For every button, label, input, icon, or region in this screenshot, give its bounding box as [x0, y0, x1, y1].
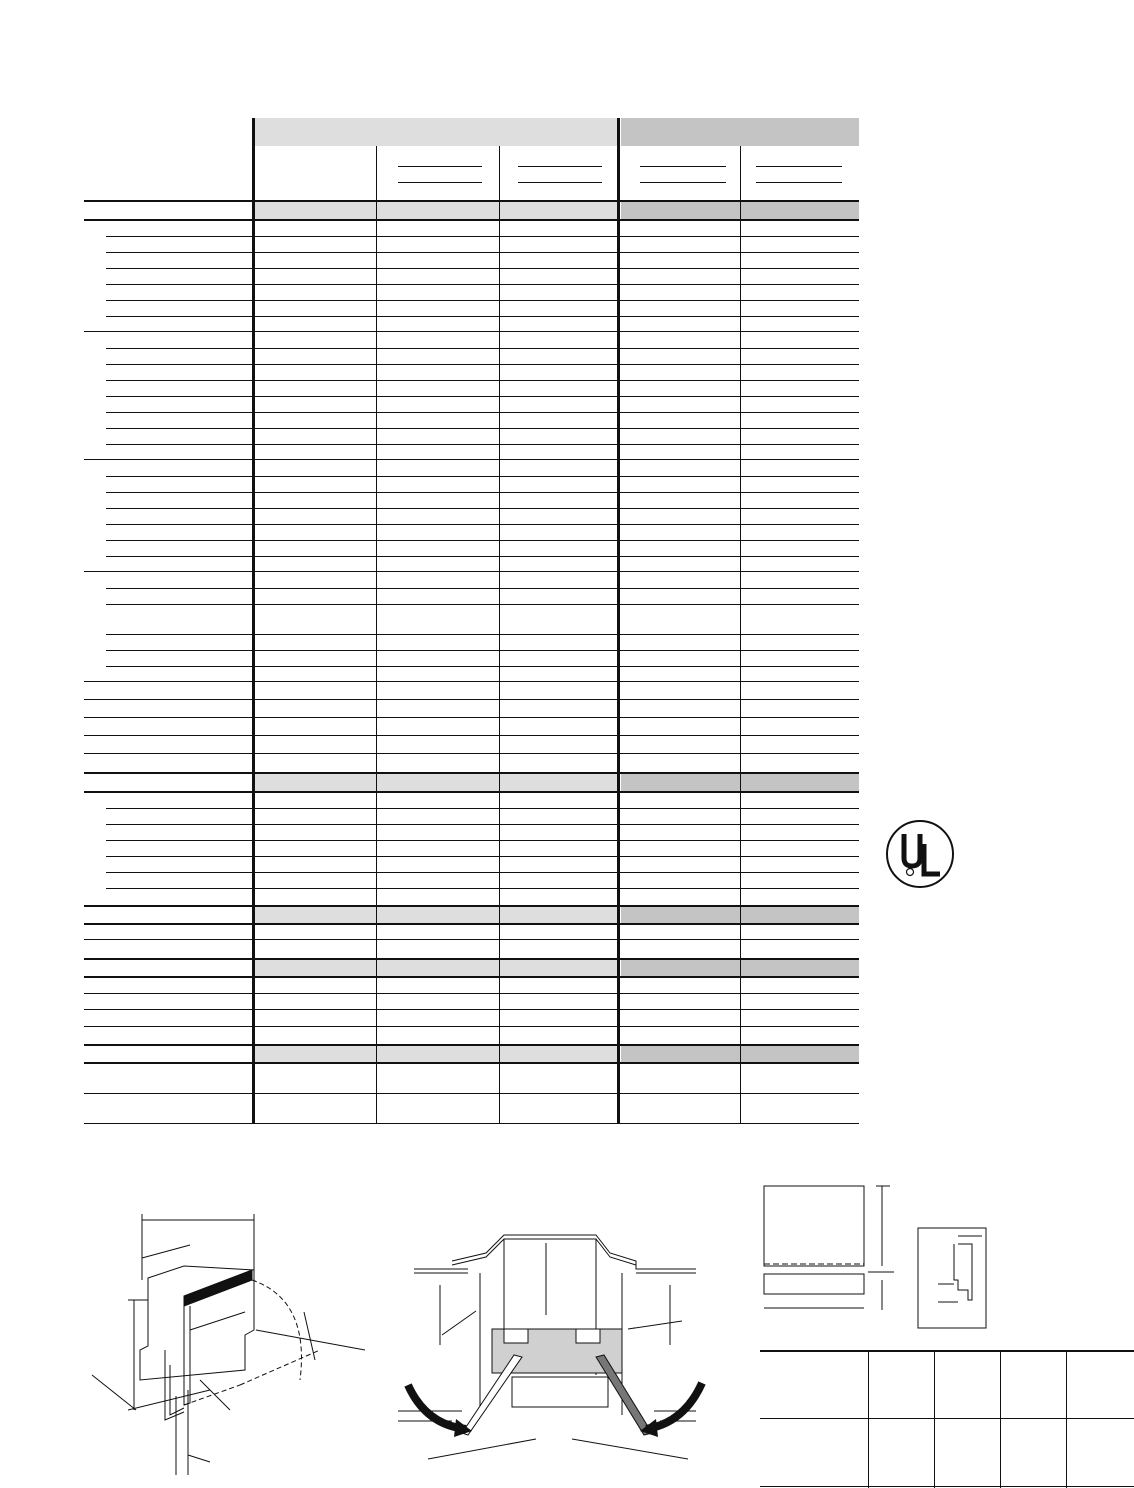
row-rule — [106, 380, 859, 381]
panel-table-rule — [760, 1418, 1134, 1419]
section-rule — [84, 772, 859, 774]
model-header-rule — [756, 166, 842, 167]
row-rule — [106, 508, 859, 509]
row-rule — [106, 840, 859, 841]
row-rule — [106, 666, 859, 667]
row-rule — [106, 268, 859, 269]
panel-table-divider — [868, 1350, 869, 1488]
row-rule — [106, 476, 859, 477]
model-header-rule — [518, 166, 602, 167]
panel-table-divider — [934, 1350, 935, 1488]
row-rule — [106, 300, 859, 301]
section-rule — [84, 1062, 859, 1064]
row-rule — [106, 492, 859, 493]
group-rule — [84, 1009, 859, 1010]
airflow-clearance-diagram — [396, 1225, 716, 1485]
section-bar — [255, 1045, 617, 1063]
panel-table-rule — [760, 1486, 1134, 1487]
row-rule — [106, 412, 859, 413]
row-rule — [106, 872, 859, 873]
panel-table-divider — [1066, 1350, 1067, 1488]
row-rule — [106, 252, 859, 253]
section-rule — [84, 923, 859, 925]
row-rule — [106, 540, 859, 541]
row-rule — [106, 808, 859, 809]
panel-table-divider — [1000, 1350, 1001, 1488]
section-rule — [84, 905, 859, 907]
section-bar — [255, 201, 617, 220]
section-rule — [84, 219, 859, 221]
group-rule — [84, 681, 859, 682]
row-rule — [106, 236, 859, 237]
installation-dimensions-diagram — [80, 1200, 380, 1480]
row-rule — [106, 856, 859, 857]
group-rule — [84, 1026, 859, 1027]
row-rule — [106, 316, 859, 317]
row-rule — [106, 284, 859, 285]
model-header-rule — [756, 182, 842, 183]
group-rule — [84, 699, 859, 700]
row-rule — [106, 634, 859, 635]
model-header-rule — [398, 182, 482, 183]
row-rule — [106, 364, 859, 365]
row-rule — [106, 650, 859, 651]
model-header-rule — [398, 166, 482, 167]
row-rule — [106, 524, 859, 525]
group-rule — [84, 753, 859, 754]
row-rule — [106, 428, 859, 429]
section-rule — [84, 958, 859, 960]
section-rule — [84, 1044, 859, 1046]
group-rule — [84, 459, 859, 460]
section-rule — [84, 791, 859, 793]
column-group-header-a — [255, 118, 617, 146]
row-rule — [106, 888, 859, 889]
row-rule — [106, 348, 859, 349]
row-rule — [106, 824, 859, 825]
panel-table-rule — [760, 1350, 1134, 1352]
row-rule — [106, 556, 859, 557]
section-bar — [255, 773, 617, 791]
section-bar — [255, 959, 617, 976]
row-rule — [106, 588, 859, 589]
door-panel-diagram — [758, 1180, 998, 1340]
group-rule — [84, 993, 859, 994]
group-rule — [84, 939, 859, 940]
column-group-header-b — [621, 118, 859, 146]
group-rule — [84, 1093, 859, 1094]
group-rule — [84, 717, 859, 718]
ul-listed-icon — [886, 820, 954, 888]
group-rule — [84, 331, 859, 332]
section-rule — [84, 976, 859, 978]
section-rule — [84, 200, 859, 202]
section-bar — [255, 906, 617, 923]
group-rule — [84, 735, 859, 736]
row-rule — [106, 604, 859, 605]
group-rule — [84, 571, 859, 572]
model-header-rule — [518, 182, 602, 183]
row-rule — [106, 444, 859, 445]
section-rule — [84, 1123, 859, 1124]
row-rule — [106, 396, 859, 397]
model-header-rule — [640, 166, 726, 167]
model-header-rule — [640, 182, 726, 183]
